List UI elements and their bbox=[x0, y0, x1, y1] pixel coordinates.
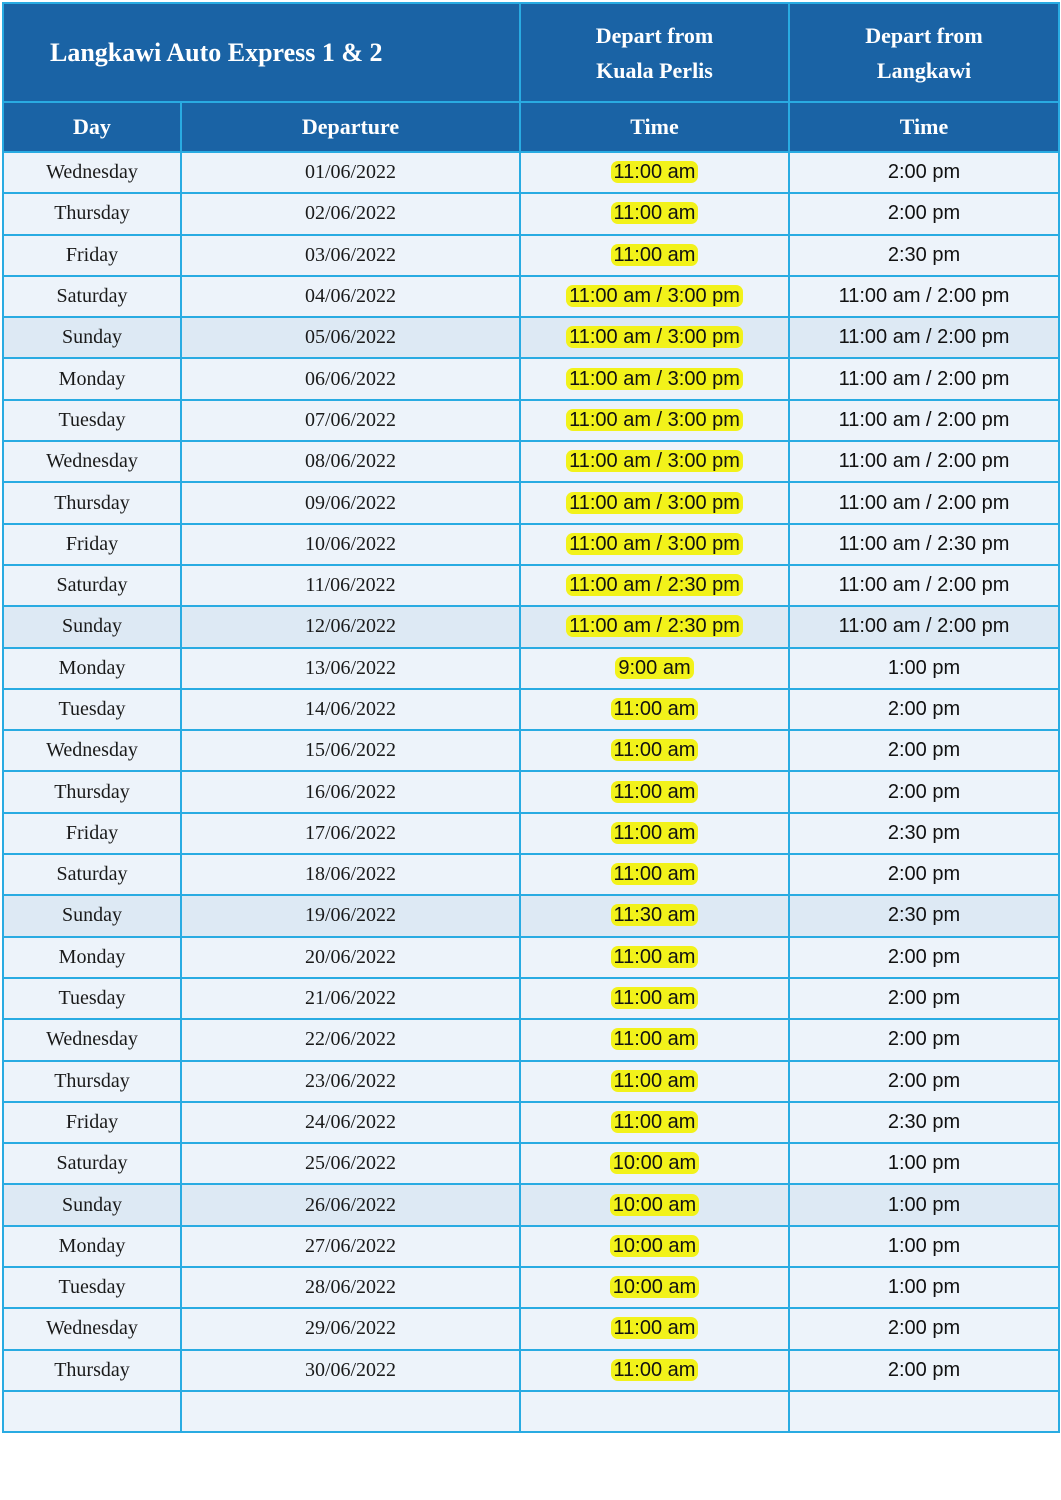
table-row bbox=[3, 1184, 1059, 1225]
date-cell: 12/06/2022 bbox=[181, 606, 520, 647]
langkawi-time-cell: 2:00 pm bbox=[789, 152, 1059, 193]
kuala-perlis-time-cell bbox=[520, 854, 789, 895]
date-cell: 18/06/2022 bbox=[181, 854, 520, 895]
day-cell: Friday bbox=[3, 524, 181, 565]
kuala-perlis-time-cell bbox=[520, 1061, 789, 1102]
kuala-perlis-time-cell bbox=[520, 358, 789, 399]
day-cell: Saturday bbox=[3, 854, 181, 895]
day-cell: Friday bbox=[3, 813, 181, 854]
kuala-perlis-time-cell bbox=[520, 937, 789, 978]
kuala-perlis-time-cell bbox=[520, 1391, 789, 1432]
highlighted-time: 11:00 am / 3:00 pm bbox=[566, 533, 743, 555]
day-cell: Monday bbox=[3, 1226, 181, 1267]
day-cell: Thursday bbox=[3, 771, 181, 812]
highlighted-time: 11:00 am bbox=[611, 863, 699, 885]
highlighted-time: 11:00 am / 2:30 pm bbox=[566, 615, 743, 637]
kuala-perlis-time-cell bbox=[520, 1143, 789, 1184]
kuala-perlis-time-cell bbox=[520, 152, 789, 193]
table-row bbox=[3, 317, 1059, 358]
langkawi-time-cell: 2:30 pm bbox=[789, 895, 1059, 936]
langkawi-time-cell: 1:00 pm bbox=[789, 1143, 1059, 1184]
date-cell: 23/06/2022 bbox=[181, 1061, 520, 1102]
langkawi-time-cell: 2:00 pm bbox=[789, 1308, 1059, 1349]
langkawi-time-cell: 2:30 pm bbox=[789, 1102, 1059, 1143]
table-row bbox=[3, 854, 1059, 895]
langkawi-time-cell: 2:00 pm bbox=[789, 978, 1059, 1019]
langkawi-time-cell: 1:00 pm bbox=[789, 1226, 1059, 1267]
highlighted-time: 9:00 am bbox=[615, 657, 693, 679]
highlighted-time: 11:00 am bbox=[611, 161, 699, 183]
highlighted-time: 11:00 am bbox=[611, 781, 699, 803]
kuala-perlis-time-cell bbox=[520, 1308, 789, 1349]
date-cell: 15/06/2022 bbox=[181, 730, 520, 771]
table-row bbox=[3, 193, 1059, 234]
day-cell: Sunday bbox=[3, 895, 181, 936]
langkawi-time-cell: 2:30 pm bbox=[789, 813, 1059, 854]
date-cell: 04/06/2022 bbox=[181, 276, 520, 317]
date-cell: 29/06/2022 bbox=[181, 1308, 520, 1349]
column-header-kp-line1: Depart from bbox=[595, 22, 714, 48]
kuala-perlis-time-cell bbox=[520, 482, 789, 523]
date-cell: 17/06/2022 bbox=[181, 813, 520, 854]
date-cell bbox=[181, 1391, 520, 1432]
kuala-perlis-time-cell bbox=[520, 606, 789, 647]
langkawi-time-cell: 1:00 pm bbox=[789, 1267, 1059, 1308]
date-cell: 26/06/2022 bbox=[181, 1184, 520, 1225]
langkawi-time-cell: 11:00 am / 2:00 pm bbox=[789, 482, 1059, 523]
langkawi-time-cell bbox=[789, 1391, 1059, 1432]
subheader-time-langkawi: Time bbox=[789, 102, 1059, 152]
highlighted-time: 10:00 am bbox=[610, 1276, 699, 1298]
day-cell: Saturday bbox=[3, 565, 181, 606]
day-cell: Wednesday bbox=[3, 152, 181, 193]
langkawi-time-cell: 2:00 pm bbox=[789, 854, 1059, 895]
highlighted-time: 11:00 am bbox=[611, 244, 699, 266]
table-row bbox=[3, 1267, 1059, 1308]
table-row bbox=[3, 524, 1059, 565]
highlighted-time: 10:00 am bbox=[610, 1235, 699, 1257]
langkawi-time-cell: 1:00 pm bbox=[789, 1184, 1059, 1225]
table-row bbox=[3, 1308, 1059, 1349]
day-cell: Wednesday bbox=[3, 1308, 181, 1349]
table-row bbox=[3, 1226, 1059, 1267]
highlighted-time: 11:30 am bbox=[611, 904, 699, 926]
header-row-top bbox=[3, 3, 1059, 102]
date-cell: 27/06/2022 bbox=[181, 1226, 520, 1267]
kuala-perlis-time-cell bbox=[520, 895, 789, 936]
highlighted-time: 11:00 am bbox=[611, 1359, 699, 1381]
date-cell: 11/06/2022 bbox=[181, 565, 520, 606]
kuala-perlis-time-cell bbox=[520, 648, 789, 689]
highlighted-time: 11:00 am / 3:00 pm bbox=[566, 492, 743, 514]
day-cell: Thursday bbox=[3, 482, 181, 523]
table-row bbox=[3, 689, 1059, 730]
kuala-perlis-time-cell bbox=[520, 524, 789, 565]
langkawi-time-cell: 11:00 am / 2:00 pm bbox=[789, 441, 1059, 482]
table-row bbox=[3, 1391, 1059, 1432]
highlighted-time: 11:00 am bbox=[611, 1111, 699, 1133]
table-row bbox=[3, 771, 1059, 812]
kuala-perlis-time-cell bbox=[520, 1019, 789, 1060]
schedule-body bbox=[3, 152, 1059, 1432]
table-row bbox=[3, 1061, 1059, 1102]
day-cell: Sunday bbox=[3, 317, 181, 358]
day-cell: Monday bbox=[3, 937, 181, 978]
kuala-perlis-time-cell bbox=[520, 1184, 789, 1225]
day-cell: Sunday bbox=[3, 606, 181, 647]
column-header-kp-line2: Kuala Perlis bbox=[596, 57, 713, 83]
date-cell: 13/06/2022 bbox=[181, 648, 520, 689]
kuala-perlis-time-cell bbox=[520, 689, 789, 730]
table-row bbox=[3, 1019, 1059, 1060]
column-header-depart-langkawi bbox=[789, 3, 1059, 102]
table-row bbox=[3, 565, 1059, 606]
header-row-sub bbox=[3, 102, 1059, 152]
date-cell: 10/06/2022 bbox=[181, 524, 520, 565]
highlighted-time: 10:00 am bbox=[610, 1194, 699, 1216]
highlighted-time: 11:00 am bbox=[611, 822, 699, 844]
highlighted-time: 11:00 am bbox=[611, 1317, 699, 1339]
date-cell: 28/06/2022 bbox=[181, 1267, 520, 1308]
date-cell: 02/06/2022 bbox=[181, 193, 520, 234]
langkawi-time-cell: 2:00 pm bbox=[789, 1350, 1059, 1391]
kuala-perlis-time-cell bbox=[520, 730, 789, 771]
day-cell: Wednesday bbox=[3, 441, 181, 482]
langkawi-time-cell: 11:00 am / 2:00 pm bbox=[789, 276, 1059, 317]
kuala-perlis-time-cell bbox=[520, 1226, 789, 1267]
table-row bbox=[3, 1143, 1059, 1184]
highlighted-time: 11:00 am / 3:00 pm bbox=[566, 285, 743, 307]
kuala-perlis-time-cell bbox=[520, 1350, 789, 1391]
day-cell: Thursday bbox=[3, 1061, 181, 1102]
kuala-perlis-time-cell bbox=[520, 441, 789, 482]
langkawi-time-cell: 11:00 am / 2:00 pm bbox=[789, 565, 1059, 606]
date-cell: 14/06/2022 bbox=[181, 689, 520, 730]
day-cell bbox=[3, 1391, 181, 1432]
langkawi-time-cell: 11:00 am / 2:00 pm bbox=[789, 400, 1059, 441]
date-cell: 16/06/2022 bbox=[181, 771, 520, 812]
table-row bbox=[3, 482, 1059, 523]
kuala-perlis-time-cell bbox=[520, 1102, 789, 1143]
highlighted-time: 10:00 am bbox=[610, 1152, 699, 1174]
langkawi-time-cell: 2:00 pm bbox=[789, 937, 1059, 978]
langkawi-time-cell: 2:30 pm bbox=[789, 235, 1059, 276]
table-row bbox=[3, 730, 1059, 771]
kuala-perlis-time-cell bbox=[520, 978, 789, 1019]
subheader-day: Day bbox=[3, 102, 181, 152]
highlighted-time: 11:00 am / 3:00 pm bbox=[566, 409, 743, 431]
table-title: Langkawi Auto Express 1 & 2 bbox=[3, 3, 520, 102]
highlighted-time: 11:00 am bbox=[611, 946, 699, 968]
table-row bbox=[3, 358, 1059, 399]
date-cell: 01/06/2022 bbox=[181, 152, 520, 193]
day-cell: Monday bbox=[3, 358, 181, 399]
highlighted-time: 11:00 am / 2:30 pm bbox=[566, 574, 743, 596]
langkawi-time-cell: 2:00 pm bbox=[789, 1019, 1059, 1060]
day-cell: Wednesday bbox=[3, 1019, 181, 1060]
day-cell: Monday bbox=[3, 648, 181, 689]
date-cell: 25/06/2022 bbox=[181, 1143, 520, 1184]
day-cell: Friday bbox=[3, 1102, 181, 1143]
kuala-perlis-time-cell bbox=[520, 276, 789, 317]
column-header-lk-line2: Langkawi bbox=[876, 57, 972, 83]
date-cell: 24/06/2022 bbox=[181, 1102, 520, 1143]
langkawi-time-cell: 2:00 pm bbox=[789, 193, 1059, 234]
table-row bbox=[3, 1102, 1059, 1143]
table-header bbox=[3, 3, 1059, 152]
date-cell: 20/06/2022 bbox=[181, 937, 520, 978]
day-cell: Saturday bbox=[3, 276, 181, 317]
day-cell: Sunday bbox=[3, 1184, 181, 1225]
date-cell: 05/06/2022 bbox=[181, 317, 520, 358]
kuala-perlis-time-cell bbox=[520, 813, 789, 854]
date-cell: 09/06/2022 bbox=[181, 482, 520, 523]
day-cell: Tuesday bbox=[3, 978, 181, 1019]
highlighted-time: 11:00 am / 3:00 pm bbox=[566, 368, 743, 390]
langkawi-time-cell: 11:00 am / 2:30 pm bbox=[789, 524, 1059, 565]
ferry-schedule-table bbox=[2, 2, 1060, 1433]
highlighted-time: 11:00 am bbox=[611, 202, 699, 224]
highlighted-time: 11:00 am / 3:00 pm bbox=[566, 450, 743, 472]
highlighted-time: 11:00 am / 3:00 pm bbox=[566, 326, 743, 348]
subheader-departure: Departure bbox=[181, 102, 520, 152]
highlighted-time: 11:00 am bbox=[611, 987, 699, 1009]
date-cell: 06/06/2022 bbox=[181, 358, 520, 399]
langkawi-time-cell: 2:00 pm bbox=[789, 771, 1059, 812]
highlighted-time: 11:00 am bbox=[611, 1028, 699, 1050]
highlighted-time: 11:00 am bbox=[611, 739, 699, 761]
langkawi-time-cell: 11:00 am / 2:00 pm bbox=[789, 317, 1059, 358]
kuala-perlis-time-cell bbox=[520, 771, 789, 812]
date-cell: 07/06/2022 bbox=[181, 400, 520, 441]
subheader-time-kuala-perlis: Time bbox=[520, 102, 789, 152]
table-row bbox=[3, 606, 1059, 647]
table-row bbox=[3, 978, 1059, 1019]
day-cell: Tuesday bbox=[3, 400, 181, 441]
day-cell: Tuesday bbox=[3, 689, 181, 730]
table-row bbox=[3, 400, 1059, 441]
langkawi-time-cell: 2:00 pm bbox=[789, 689, 1059, 730]
langkawi-time-cell: 11:00 am / 2:00 pm bbox=[789, 606, 1059, 647]
day-cell: Saturday bbox=[3, 1143, 181, 1184]
langkawi-time-cell: 2:00 pm bbox=[789, 1061, 1059, 1102]
table-row bbox=[3, 813, 1059, 854]
column-header-lk-line1: Depart from bbox=[865, 22, 983, 48]
highlighted-time: 11:00 am bbox=[611, 698, 699, 720]
kuala-perlis-time-cell bbox=[520, 235, 789, 276]
table-row bbox=[3, 1350, 1059, 1391]
kuala-perlis-time-cell bbox=[520, 193, 789, 234]
langkawi-time-cell: 1:00 pm bbox=[789, 648, 1059, 689]
date-cell: 21/06/2022 bbox=[181, 978, 520, 1019]
day-cell: Friday bbox=[3, 235, 181, 276]
date-cell: 08/06/2022 bbox=[181, 441, 520, 482]
day-cell: Tuesday bbox=[3, 1267, 181, 1308]
day-cell: Thursday bbox=[3, 1350, 181, 1391]
day-cell: Wednesday bbox=[3, 730, 181, 771]
date-cell: 03/06/2022 bbox=[181, 235, 520, 276]
langkawi-time-cell: 11:00 am / 2:00 pm bbox=[789, 358, 1059, 399]
table-row bbox=[3, 441, 1059, 482]
day-cell: Thursday bbox=[3, 193, 181, 234]
table-row bbox=[3, 937, 1059, 978]
table-row bbox=[3, 648, 1059, 689]
table-row bbox=[3, 235, 1059, 276]
table-row bbox=[3, 276, 1059, 317]
table-row bbox=[3, 895, 1059, 936]
table-row bbox=[3, 152, 1059, 193]
date-cell: 22/06/2022 bbox=[181, 1019, 520, 1060]
kuala-perlis-time-cell bbox=[520, 317, 789, 358]
date-cell: 19/06/2022 bbox=[181, 895, 520, 936]
column-header-depart-kuala-perlis bbox=[520, 3, 789, 102]
kuala-perlis-time-cell bbox=[520, 565, 789, 606]
date-cell: 30/06/2022 bbox=[181, 1350, 520, 1391]
langkawi-time-cell: 2:00 pm bbox=[789, 730, 1059, 771]
highlighted-time: 11:00 am bbox=[611, 1070, 699, 1092]
kuala-perlis-time-cell bbox=[520, 400, 789, 441]
kuala-perlis-time-cell bbox=[520, 1267, 789, 1308]
